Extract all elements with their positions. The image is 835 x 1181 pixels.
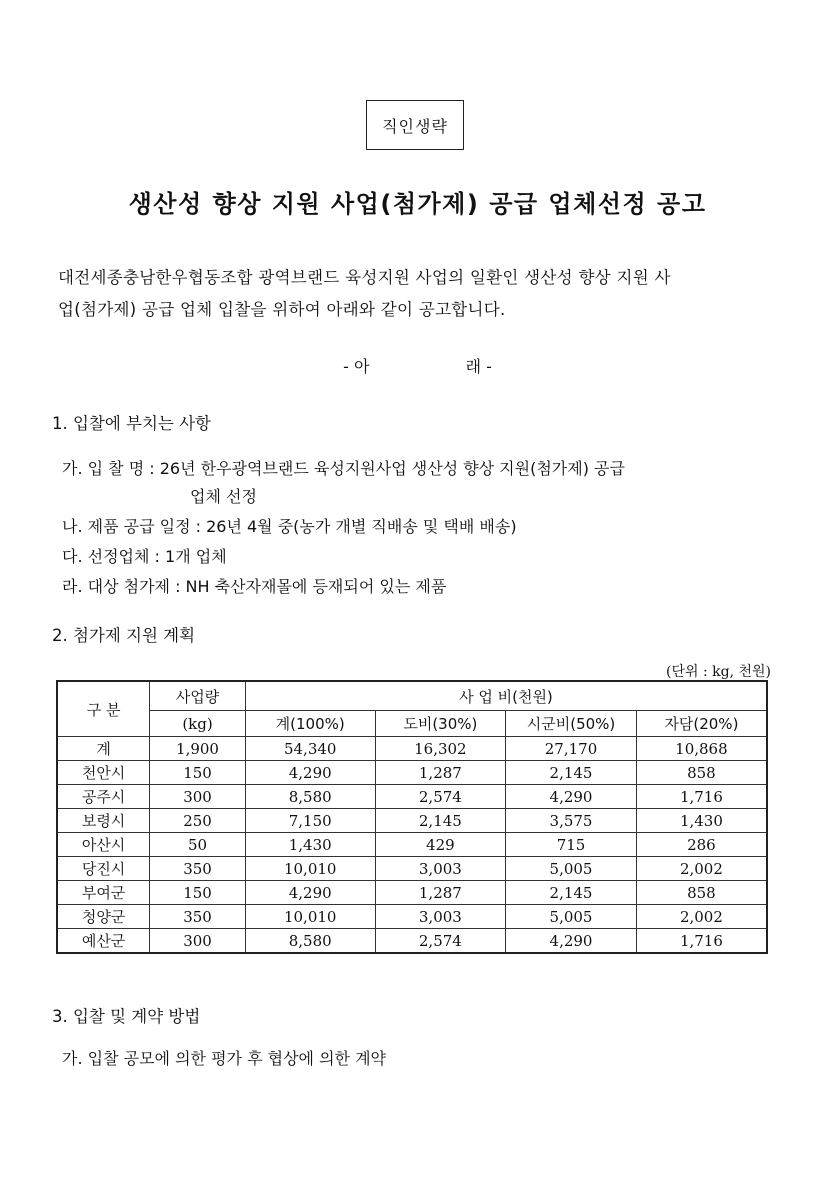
- row-self-pay-cell: 1,716: [636, 785, 767, 809]
- header-province: 도비(30%): [375, 711, 506, 737]
- document-title: 생산성 향상 지원 사업(첨가제) 공급 업체선정 공고: [128, 190, 707, 218]
- section-3-heading: 3. 입찰 및 계약 방법: [52, 1007, 201, 1026]
- row-self-pay-cell: 10,868: [636, 737, 767, 761]
- table-row: [57, 809, 767, 833]
- row-quantity-cell: 350: [150, 857, 246, 881]
- table-row: [57, 761, 767, 785]
- row-province-cell: 3,003: [375, 857, 506, 881]
- row-city-county-cell: 2,145: [506, 881, 637, 905]
- header-quantity: 사업량: [150, 681, 246, 711]
- row-quantity-cell: 350: [150, 905, 246, 929]
- row-quantity-cell: 300: [150, 929, 246, 954]
- table-row: [57, 905, 767, 929]
- header-total: 계(100%): [245, 711, 375, 737]
- row-self-pay-cell: 858: [636, 761, 767, 785]
- section-2-heading: 2. 첨가제 지원 계획: [52, 626, 196, 645]
- row-city-county-cell: 2,145: [506, 761, 637, 785]
- row-quantity-cell: 300: [150, 785, 246, 809]
- below-heading-right: 래 -: [465, 357, 492, 376]
- table-row: [57, 857, 767, 881]
- row-province-cell: 1,287: [375, 761, 506, 785]
- row-province-cell: 2,574: [375, 785, 506, 809]
- table-row: [57, 833, 767, 857]
- row-quantity-cell: 250: [150, 809, 246, 833]
- row-region-cell: 계: [57, 737, 150, 761]
- row-city-county-cell: 5,005: [506, 857, 637, 881]
- row-province-cell: 2,145: [375, 809, 506, 833]
- support-plan-table: [56, 680, 768, 954]
- table-row: [57, 881, 767, 905]
- row-total-cell: 8,580: [245, 929, 375, 954]
- section-1-item-c: 다. 선정업체 : 1개 업체: [62, 547, 227, 566]
- row-region-cell: 당진시: [57, 857, 150, 881]
- row-total-cell: 1,430: [245, 833, 375, 857]
- row-province-cell: 2,574: [375, 929, 506, 954]
- row-self-pay-cell: 2,002: [636, 905, 767, 929]
- section-1-item-b: 나. 제품 공급 일정 : 26년 4월 중(농가 개별 직배송 및 택배 배송): [62, 517, 517, 536]
- table-row: [57, 737, 767, 761]
- header-self-pay: 자담(20%): [636, 711, 767, 737]
- header-project-cost: 사 업 비(천원): [245, 681, 767, 711]
- intro-line-1: 대전세종충남한우협동조합 광역브랜드 육성지원 사업의 일환인 생산성 향상 지원 사: [58, 268, 671, 287]
- below-heading: [0, 354, 835, 377]
- row-total-cell: 4,290: [245, 881, 375, 905]
- row-region-cell: 부여군: [57, 881, 150, 905]
- row-quantity-cell: 1,900: [150, 737, 246, 761]
- section-1-item-d: 라. 대상 첨가제 : NH 축산자재몰에 등재되어 있는 제품: [62, 577, 447, 596]
- intro-line-2: 업(첨가제) 공급 업체 입찰을 위하여 아래와 같이 공고합니다.: [58, 300, 506, 319]
- row-quantity-cell: 150: [150, 881, 246, 905]
- section-3-item-a: 가. 입찰 공모에 의한 평가 후 협상에 의한 계약: [62, 1049, 386, 1068]
- row-self-pay-cell: 2,002: [636, 857, 767, 881]
- section-1-item-a: [62, 455, 625, 511]
- row-self-pay-cell: 1,430: [636, 809, 767, 833]
- row-self-pay-cell: 858: [636, 881, 767, 905]
- row-total-cell: 10,010: [245, 905, 375, 929]
- intro-paragraph: [58, 262, 780, 326]
- row-province-cell: 429: [375, 833, 506, 857]
- table-row: [57, 785, 767, 809]
- table-row: [57, 929, 767, 954]
- below-heading-left: - 아: [343, 357, 370, 376]
- row-region-cell: 청양군: [57, 905, 150, 929]
- row-city-county-cell: 715: [506, 833, 637, 857]
- item-a-continuation: 업체 선정: [190, 487, 257, 506]
- seal-omitted-box: [366, 100, 464, 150]
- seal-omitted-text: 직인생략: [382, 116, 448, 136]
- row-region-cell: 예산군: [57, 929, 150, 954]
- unit-note: (단위 : kg, 천원): [666, 664, 771, 680]
- row-region-cell: 아산시: [57, 833, 150, 857]
- row-province-cell: 3,003: [375, 905, 506, 929]
- row-region-cell: 천안시: [57, 761, 150, 785]
- row-total-cell: 7,150: [245, 809, 375, 833]
- row-total-cell: 4,290: [245, 761, 375, 785]
- row-self-pay-cell: 1,716: [636, 929, 767, 954]
- row-total-cell: 8,580: [245, 785, 375, 809]
- row-total-cell: 54,340: [245, 737, 375, 761]
- row-region-cell: 공주시: [57, 785, 150, 809]
- row-province-cell: 1,287: [375, 881, 506, 905]
- row-city-county-cell: 27,170: [506, 737, 637, 761]
- header-city-county: 시군비(50%): [506, 711, 637, 737]
- row-quantity-cell: 150: [150, 761, 246, 785]
- section-1-heading: 1. 입찰에 부치는 사항: [52, 414, 211, 433]
- item-a-label: 가. 입 찰 명 : 26년 한우광역브랜드 육성지원사업 생산성 향상 지원(첨가제) 공급: [62, 459, 625, 478]
- row-self-pay-cell: 286: [636, 833, 767, 857]
- row-city-county-cell: 5,005: [506, 905, 637, 929]
- row-city-county-cell: 4,290: [506, 785, 637, 809]
- row-region-cell: 보령시: [57, 809, 150, 833]
- header-quantity-unit: (kg): [150, 711, 246, 737]
- row-city-county-cell: 4,290: [506, 929, 637, 954]
- row-province-cell: 16,302: [375, 737, 506, 761]
- row-city-county-cell: 3,575: [506, 809, 637, 833]
- header-gubun: 구 분: [57, 681, 150, 737]
- row-quantity-cell: 50: [150, 833, 246, 857]
- row-total-cell: 10,010: [245, 857, 375, 881]
